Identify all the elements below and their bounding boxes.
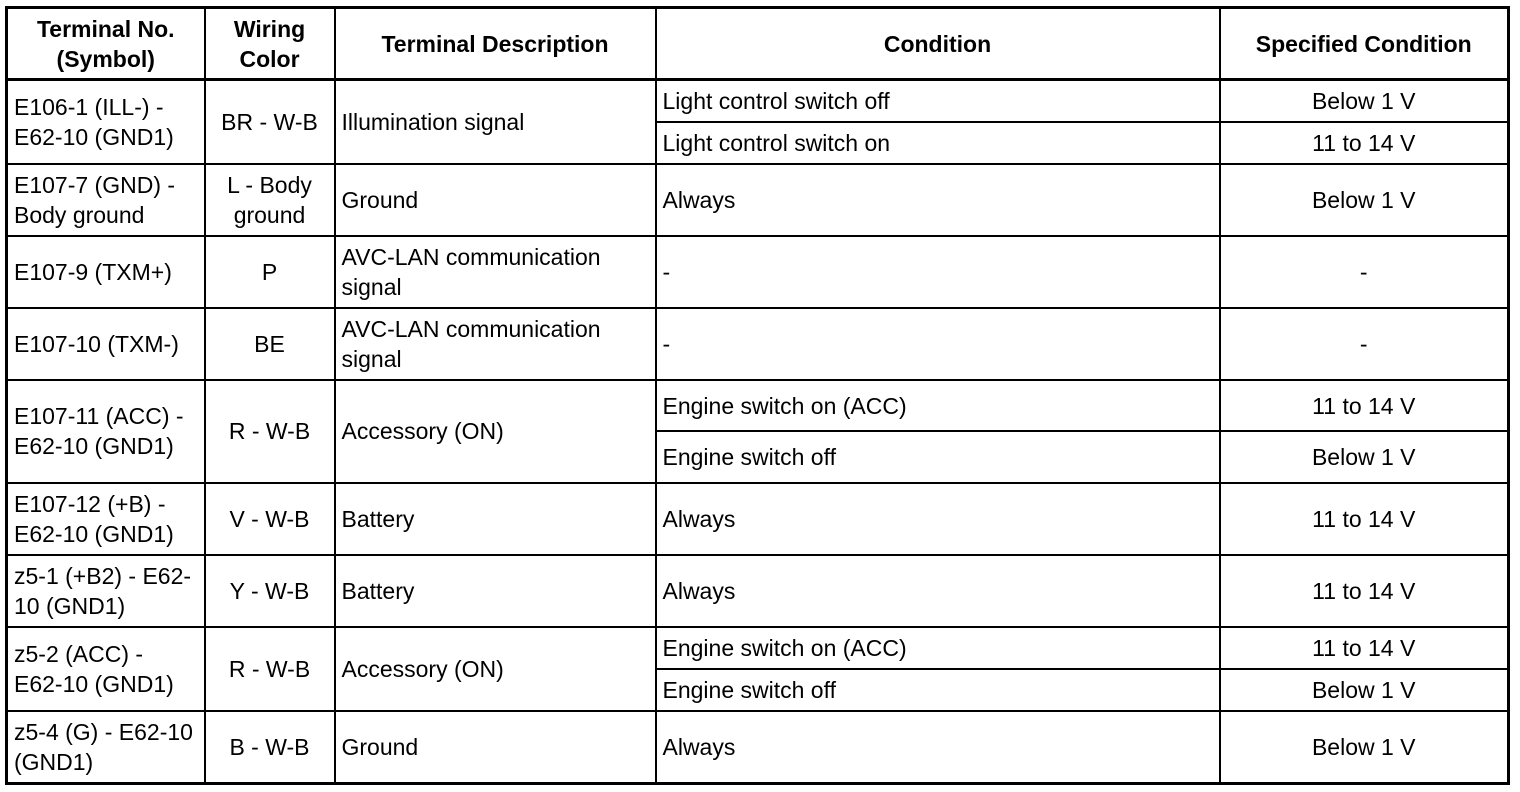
terminal-cell: z5-4 (G) - E62-10 (GND1): [7, 711, 205, 783]
terminal-description-cell: Accessory (ON): [335, 380, 656, 482]
terminal-description-cell: AVC-LAN communication signal: [335, 236, 656, 308]
specified-condition-cell: Below 1 V: [1220, 80, 1509, 122]
condition-cell: Engine switch off: [656, 669, 1220, 711]
terminal-spec-table: [5, 6, 1510, 785]
condition-cell: Always: [656, 711, 1220, 783]
table-row: [7, 80, 1509, 122]
table-row: [7, 380, 1509, 431]
table-row: [7, 308, 1509, 380]
wiring-color-cell: R - W-B: [205, 627, 335, 711]
wiring-color-cell: V - W-B: [205, 483, 335, 555]
specified-condition-cell: 11 to 14 V: [1220, 555, 1509, 627]
table-row: [7, 483, 1509, 555]
terminal-cell: E107-11 (ACC) - E62-10 (GND1): [7, 380, 205, 482]
terminal-cell: z5-1 (+B2) - E62-10 (GND1): [7, 555, 205, 627]
terminal-description-cell: Battery: [335, 555, 656, 627]
condition-cell: Engine switch on (ACC): [656, 627, 1220, 669]
terminal-description-cell: Illumination signal: [335, 80, 656, 164]
wiring-color-cell: B - W-B: [205, 711, 335, 783]
terminal-cell: E107-7 (GND) - Body ground: [7, 164, 205, 236]
table-header-row: [7, 8, 1509, 80]
terminal-cell: z5-2 (ACC) - E62-10 (GND1): [7, 627, 205, 711]
terminal-description-cell: Battery: [335, 483, 656, 555]
specified-condition-cell: -: [1220, 236, 1509, 308]
specified-condition-cell: 11 to 14 V: [1220, 380, 1509, 431]
table-row: [7, 236, 1509, 308]
condition-cell: Light control switch off: [656, 80, 1220, 122]
specified-condition-cell: Below 1 V: [1220, 711, 1509, 783]
condition-cell: Always: [656, 555, 1220, 627]
terminal-cell: E106-1 (ILL-) - E62-10 (GND1): [7, 80, 205, 164]
condition-cell: Always: [656, 483, 1220, 555]
wiring-color-cell: BR - W-B: [205, 80, 335, 164]
table-body: [7, 80, 1509, 784]
specified-condition-cell: Below 1 V: [1220, 431, 1509, 482]
specified-condition-cell: -: [1220, 308, 1509, 380]
terminal-description-cell: AVC-LAN communication signal: [335, 308, 656, 380]
terminal-description-cell: Ground: [335, 711, 656, 783]
specified-condition-cell: 11 to 14 V: [1220, 483, 1509, 555]
condition-cell: Engine switch on (ACC): [656, 380, 1220, 431]
terminal-description-cell: Ground: [335, 164, 656, 236]
wiring-color-cell: L - Body ground: [205, 164, 335, 236]
condition-cell: -: [656, 308, 1220, 380]
specified-condition-cell: Below 1 V: [1220, 164, 1509, 236]
terminal-cell: E107-9 (TXM+): [7, 236, 205, 308]
wiring-color-cell: P: [205, 236, 335, 308]
condition-cell: Always: [656, 164, 1220, 236]
table-row: [7, 711, 1509, 783]
specified-condition-cell: 11 to 14 V: [1220, 627, 1509, 669]
specified-condition-cell: Below 1 V: [1220, 669, 1509, 711]
wiring-color-cell: BE: [205, 308, 335, 380]
header-specified-condition: Specified Condition: [1220, 8, 1509, 80]
condition-cell: Light control switch on: [656, 122, 1220, 164]
header-terminal: Terminal No. (Symbol): [7, 8, 205, 80]
table-row: [7, 164, 1509, 236]
wiring-color-cell: Y - W-B: [205, 555, 335, 627]
terminal-cell: E107-12 (+B) - E62-10 (GND1): [7, 483, 205, 555]
specified-condition-cell: 11 to 14 V: [1220, 122, 1509, 164]
wiring-color-cell: R - W-B: [205, 380, 335, 482]
table-row: [7, 627, 1509, 669]
terminal-cell: E107-10 (TXM-): [7, 308, 205, 380]
table-row: [7, 555, 1509, 627]
header-condition: Condition: [656, 8, 1220, 80]
condition-cell: Engine switch off: [656, 431, 1220, 482]
terminal-description-cell: Accessory (ON): [335, 627, 656, 711]
header-wiring-color: Wiring Color: [205, 8, 335, 80]
condition-cell: -: [656, 236, 1220, 308]
header-terminal-description: Terminal Description: [335, 8, 656, 80]
